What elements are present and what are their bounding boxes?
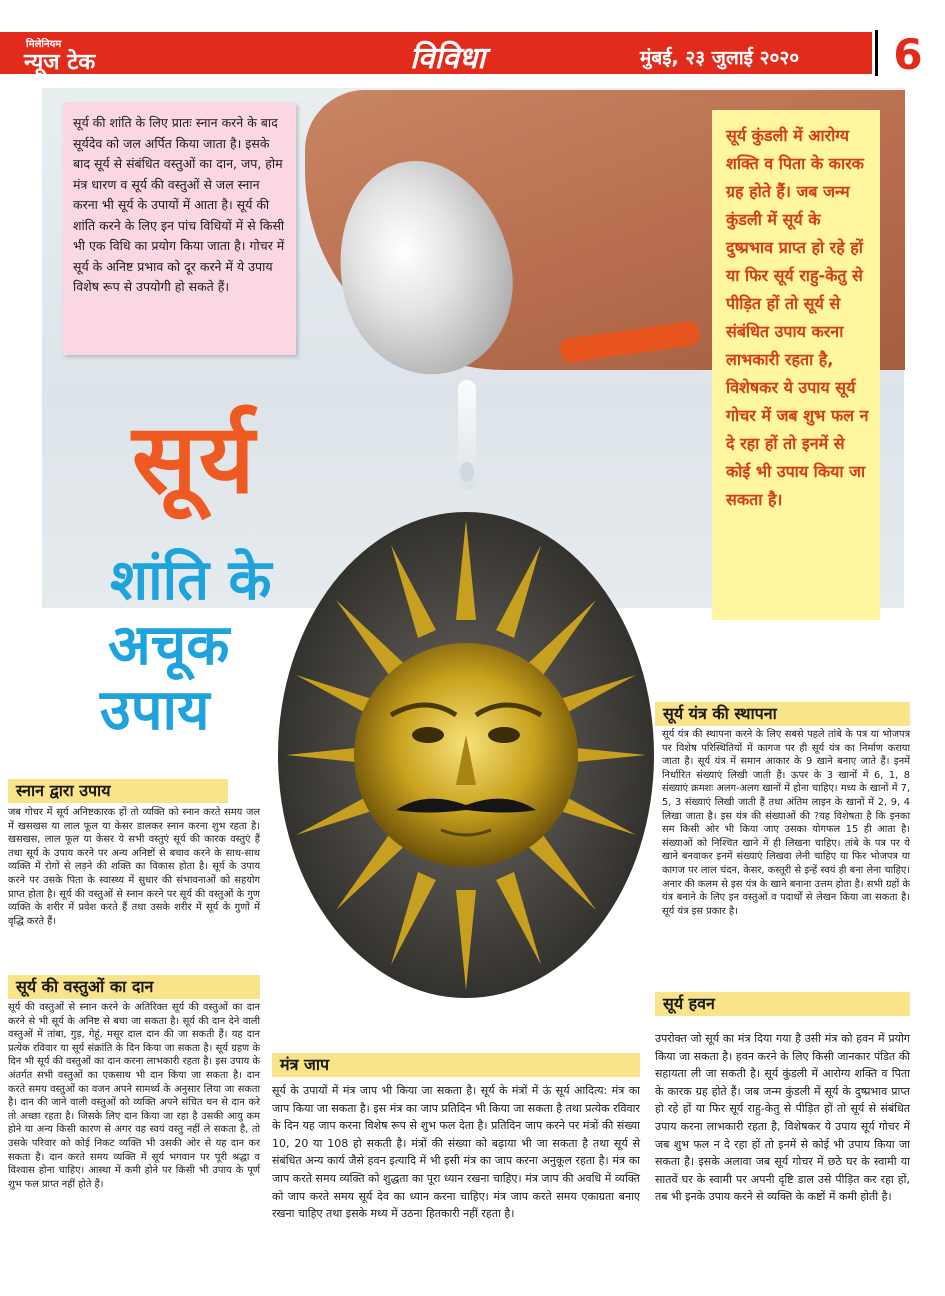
heading-havan: सूर्य हवन: [655, 992, 910, 1016]
body-snan: जब गोचर में सूर्य अनिष्टकारक हों तो व्यक्ति को स्नान करते समय जल में खसखस या लाल फूल या केसर डालकर स्नान करना शुभ रहता है। खसखस, लाल फूल या केसर ये सभी वस्तुएं सूर्य की कारक वस्तुएं हैं तथा सूर्य के उपाय करने पर अन्य अनिष्टों से बचाव करने के साथ-साथ व्यक्ति में रोगों से लड़ने की शक्ति का विकास होता है। सूर्य के उपाय करने पर उसके पिता के स्वास्थ्य में सुधार की संभावनाओं को सहयोग प्राप्त होता है। सूर्य की वस्तुओं से स्नान करने पर सूर्य की वस्तुओं के गुण व्यक्ति के शरीर में प्रवेश करते हैं तथा उसके शरीर में सूर्य के गुणों में वृद्धि करते हैं।: [8, 807, 260, 927]
heading-yantra: सूर्य यंत्र की स्थापना: [655, 702, 910, 726]
title-main: सूर्य: [132, 403, 257, 515]
body-yantra: सूर्य यंत्र की स्थापना करने के लिए सबसे पहले तांबे के पत्र या भोजपत्र पर विशेष परिस्थितियों में कागज पर ही सूर्य यंत्र का निर्माण कराया जाता है। सूर्य यंत्र में समान आकार के 9 खाने बनाए जाते हैं। इनमें निर्धारित संख्याएं लिखी जाती हैं। ऊपर के 3 खानों में 6, 1, 8 संख्याएं क्रमशः अलग-अलग खानों में होना चाहिए। मध्य के खानों में 7, 5, 3 संख्याएं लिखी जाती हैं तथा अंतिम लाइन के खानों में 2, 9, 4 लिखा जाता है। इस यंत्र की संख्याओं की ?यह विशेषता है कि इनका सम किसी ओर भी किया जाए उसका योगफल 15 ही आता है। संख्याओं को निश्चित खाने में ही लिखना चाहिए। तांबे के पत्र पर ये खाने बनवाकर इनमें संख्याएं लिखवा लेनी चाहिए या फिर भोजपत्र या कागज पर लाल चंदन, केसर, कस्तूरी से इन्हें स्वयं ही बना लेना चाहिए। अनार की कलम से इस यंत्र के खाने बनाना उत्तम होता है। सभी ग्रहों के यंत्र बनाने के लिए इन वस्तुओं व पदार्थों से लेखन किया जा सकता है। सूर्य यंत्र इस प्रकार है।: [662, 729, 910, 917]
body-havan: उपरोक्त जो सूर्य का मंत्र दिया गया है उसी मंत्र को हवन में प्रयोग किया जा सकता है। हवन करने के लिए किसी जानकार पंडित की सहायता ली जा सकती है। सूर्य कुंडली में आरोग्य शक्ति व पिता के कारक ग्रह होते हैं। जब जन्म कुंडली में सूर्य के दुष्प्रभाव प्राप्त हो रहे हों या फिर सूर्य राहु-केतु से पीड़ित हों तो सूर्य से संबंधित उपाय करना लाभकारी रहता है, विशेषकर ये उपाय सूर्य गोचर में जब शुभ फल न दे रहा हों तो इनमें से कोई भी उपाय किया जा सकता है। इसके अलावा जब सूर्य गोचर में छठे घर के स्वामी या सातवें घर के स्वामी पर अपनी दृष्टि डाल उसे पीड़ित कर रहा हों, तब भी इनके उपाय करने से व्यक्ति के कष्टों में कमी होती है।: [655, 1032, 910, 1204]
intro-box: [63, 103, 296, 355]
heading-daan: सूर्य की वस्तुओं का दान: [8, 975, 260, 999]
page-number: 6: [875, 30, 938, 76]
brand-name: न्यूज टेक: [24, 50, 96, 75]
heading-snan: स्नान द्वारा उपाय: [8, 779, 228, 803]
photo-water-drop: [460, 462, 474, 482]
sun-face-illustration: [276, 510, 656, 1000]
issue-date: मुंबई, २३ जुलाई २०२०: [640, 47, 800, 69]
highlight-text: सूर्य कुंडली में आरोग्य शक्ति व पिता के कारक ग्रह होते हैं। जब जन्म कुंडली में सूर्य के दुष्प्रभाव प्राप्त हो रहे हों या फिर सूर्य राहु-केतु से पीड़ित हों तो सूर्य से संबंधित उपाय करना लाभकारी रहता है, विशेषकर ये उपाय सूर्य गोचर में जब शुभ फल न दे रहा हों तो इनमें से कोई भी उपाय किया जा सकता है।: [726, 126, 869, 509]
body-mantra: सूर्य के उपायों में मंत्र जाप भी किया जा सकता है। सूर्य के मंत्रों में ऊं सूर्य आदित्य: मंत्र का जाप किया जा सकता है। इस मंत्र का जाप प्रतिदिन भी किया जा सकता है तथा प्रत्येक रविवार के दिन यह जाप करना विशेष रूप से शुभ फल देता है। प्रतिदिन जाप करने पर मंत्रों की संख्या 10, 20 या 108 हो सकती है। मंत्रों की संख्या को बढ़ाया भी जा सकता है तथा सूर्य से संबंधित अन्य कार्य जैसे हवन इत्यादि में भी इसी मंत्र का जाप करना अनुकूल रहता है। मंत्र का जाप करते समय व्यक्ति को शुद्धता का पूरा ध्यान रखना चाहिए। मंत्र जाप की अवधि में व्यक्ति को जाप करते समय सूर्य देव का ध्यान करना चाहिए। मंत्र जाप करते समय एकाग्रता बनाए रखना चाहिए तथा इसके मध्य में उठना हितकारी नहीं रहता है।: [272, 1084, 640, 1221]
left-eye: [412, 727, 444, 743]
highlight-box: [712, 110, 880, 620]
intro-text: सूर्य की शांति के लिए प्रातः स्नान करने के बाद सूर्यदेव को जल अर्पित किया जाता है। इसके बाद सूर्य से संबंधित वस्तुओं का दान, जप, होम मंत्र धारण व सूर्य की वस्तुओं से जल स्नान करना भी सूर्य के उपायों में आता है। सूर्य की शांति करने के लिए इन पांच विधियों में से किसी भी एक विधि का प्रयोग किया जाता है। गोचर में सूर्य के अनिष्ट प्रभाव को दूर करने में ये उपाय विशेष रूप से उपयोगी हो सकते हैं।: [73, 115, 285, 294]
brand-small: मिलेनियम: [26, 39, 62, 50]
title-line-3: उपाय: [100, 678, 210, 743]
title-line-2: अचूक: [108, 613, 230, 678]
section-name: विविधा: [410, 41, 486, 76]
body-daan: सूर्य की वस्तुओं से स्नान करने के अतिरिक्त सूर्य की वस्तुओं का दान करने से भी सूर्य के अनिष्ट से बचा जा सकता है। सूर्य की दान देने वाली वस्तुओं में तांबा, गुड़, गेहूं, मसूर दाल दान की जा सकती हैं। यह दान प्रत्येक रविवार या सूर्य संक्रांति के दिन किया जा सकता है। सूर्य ग्रहण के दिन भी सूर्य की वस्तुओं का दान करना लाभकारी रहता है। इस उपाय के अंतर्गत सभी वस्तुओं का एकसाथ भी दान किया जा सकता है। दान करते समय वस्तुओं का वजन अपने सामर्थ्य के अनुसार लिया जा सकता है। दान की जाने वाली वस्तुओं को व्यक्ति अपने संचित धन से दान करे तो अच्छा रहता है। जिसके लिए दान किया जा रहा है उसकी आयु कम होने या अन्य किसी कारण से अगर वह स्वयं वस्तु नहीं ले सकता है, तो उसके परिवार को कोई निकट व्यक्ति भी उसकी ओर से यह दान कर सकता है। दान करते समय व्यक्ति में सूर्य भगवान पर पूरी श्रद्धा व विश्वास होना चाहिए। आस्था में कमी होने पर किसी भी उपाय के पूर्ण शुभ फल प्राप्त नहीं होते हैं।: [8, 1002, 260, 1190]
heading-mantra: मंत्र जाप: [272, 1053, 640, 1077]
page-header: [0, 0, 945, 80]
right-eye: [488, 727, 520, 743]
title-line-1: शांति के: [110, 548, 272, 613]
